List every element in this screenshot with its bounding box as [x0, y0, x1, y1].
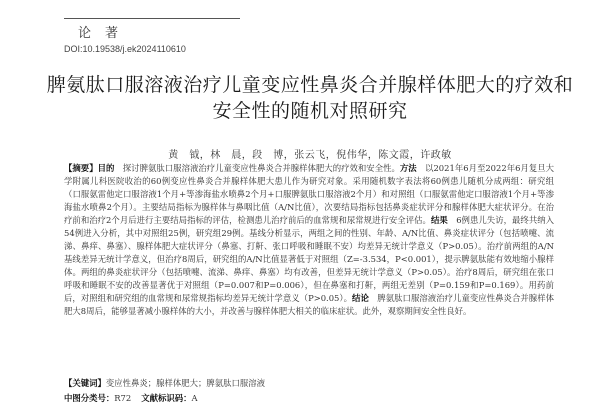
- results-label: 结果: [430, 215, 448, 225]
- doc-code-value: A: [191, 393, 198, 403]
- column-label: 论著: [78, 26, 133, 41]
- keywords: [64, 377, 554, 389]
- clc-value: R72: [114, 393, 132, 403]
- abstract-conclusion: 脾氨肽口服溶液治疗儿童变应性鼻炎合并腺样体肥大8周后，能够显著减小腺样体的大小，并改善与腺样体肥大相关的临床症状。此外，观察期间安全性良好。: [64, 293, 555, 316]
- doi: DOI:10.19538/j.ek2024110610: [64, 44, 186, 54]
- abstract-label: 【摘要】目的: [64, 163, 115, 173]
- classification: [64, 392, 554, 404]
- article-title: 脾氨肽口服溶液治疗儿童变应性鼻炎合并腺样体肥大的疗效和安全性的随机对照研究: [46, 74, 574, 122]
- keywords-text: 变应性鼻炎；腺样体肥大；脾氨肽口服溶液: [105, 378, 265, 388]
- methods-label: 方法: [399, 163, 417, 173]
- author-list: 黄 钺，林 晨，段 博，张云飞，倪伟华，陈文霞，许政敏: [168, 150, 452, 161]
- conclusion-label: 结论: [352, 293, 369, 303]
- header-rule: [64, 18, 240, 19]
- abstract-objective: 探讨脾氨肽口服溶液治疗儿童变应性鼻炎合并腺样体肥大的疗效和安全性。: [114, 163, 400, 173]
- abstract-results: 6例患儿失访，最终共纳入54例进入分析，其中对照组25例，研究组29例。基线分析显示，两组之间的性别、年龄、A/N比值、鼻炎症状评分（包括喷嚏、流涕、鼻痒、鼻塞）、腺样体肥大症状评分（鼻塞、打鼾、张口呼吸和睡眠不安）均差异无统计学意义（P>0.05）。治疗前两组的A/N基线差异无统计学意义，但治疗8周后，研究组的A/N比值显著低于对照组（Z=-3.534，P<0.001），提示脾氨肽能有效地缩小腺样体。两组的鼻炎症状评分（包括喷嚏、流涕、鼻痒、鼻塞）均有改善，但差异无统计学意义（P>0.05）。治疗8周后，研究组在张口呼吸和睡眠不安的改善显著优于对照组（P=0.007和P=0.006），但在鼻塞和打鼾，两组无差别（P=0.159和P=0.169）。用药前后，对照组和研究组的血常规和尿常规指标均差异无统计学意义（P>0.05）。: [64, 215, 555, 303]
- doc-code-label: 文献标识码：: [141, 393, 192, 403]
- clc-label: 中图分类号：: [64, 393, 115, 403]
- abstract-methods: 以2021年6月至2022年6月复旦大学附属儿科医院收治的60例变应性鼻炎合并腺样体肥大患儿作为研究对象。采用随机数字表法将60例患儿随机分成两组：研究组（口服氨雷他定口服溶液1个月+等渗海盐水喷鼻2个月+口服脾氨肽口服溶液2个月）和对照组（口服氨雷他定口服溶液1个月+等渗海盐水喷鼻2个月）。主要结局指标为腺样体与鼻咽比值（A/N比值），次要结局指标包括鼻炎症状评分和腺样体肥大症状评分。在治疗前和治疗2个月后进行主要结局指标的评估，检测患儿治疗前后的血常规和尿常规进行安全评估。: [64, 163, 555, 225]
- abstract: [64, 162, 554, 318]
- keywords-label: 【关键词】: [64, 378, 106, 388]
